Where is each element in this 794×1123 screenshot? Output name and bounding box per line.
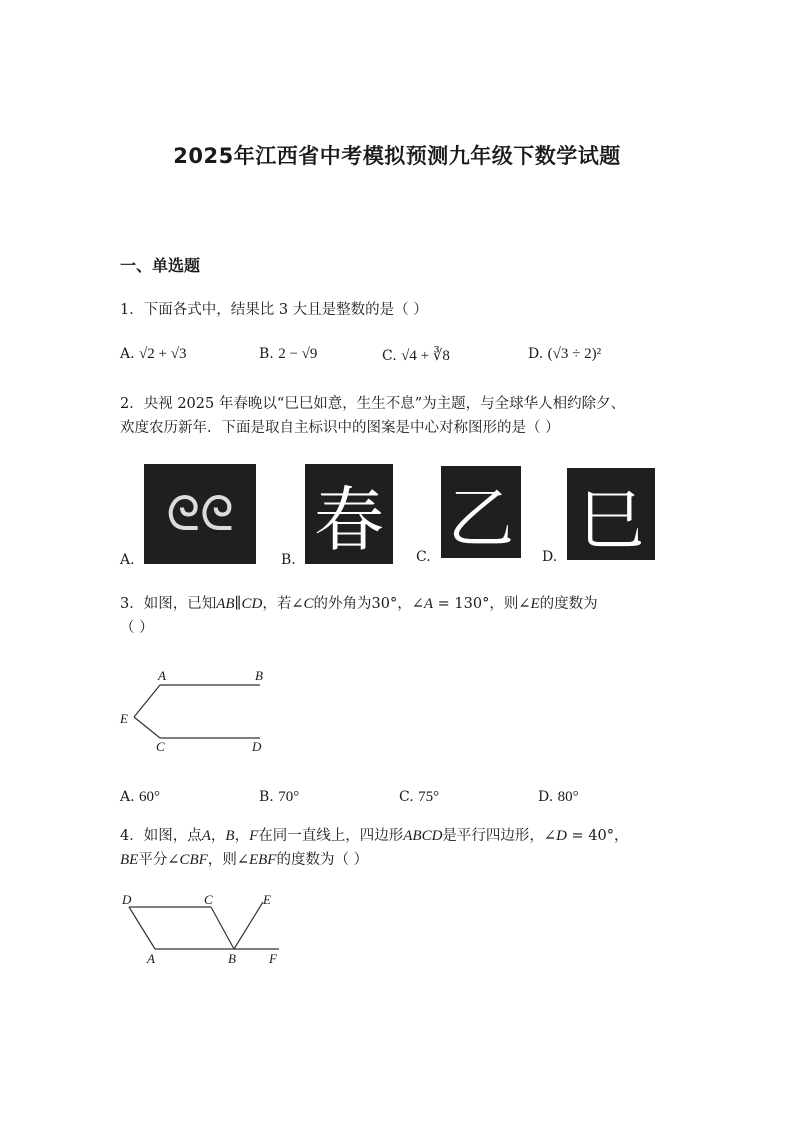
option-expression: √2 + √3 <box>139 346 187 362</box>
question-2-line-1: 2．央视 2025 年春晚以“巳巳如意，生生不息”为主题，与全球华人相约除夕、 <box>120 396 626 412</box>
q4-text: 是平行四边形，∠ <box>442 828 557 844</box>
q4-math: F <box>249 828 259 844</box>
q4-text: ， <box>234 828 250 844</box>
label-e: E <box>120 711 128 726</box>
q3-math: AB∥CD <box>216 596 263 612</box>
q2-option-a-image[interactable] <box>144 464 256 564</box>
question-4-line-1 <box>120 824 629 848</box>
q3-text: 的度数为 <box>539 596 598 612</box>
option-letter: D. <box>528 346 544 362</box>
question-3-stem <box>120 592 598 616</box>
spiral-pattern-icon: ᘓᘓ <box>166 485 234 542</box>
q4-text: ，则∠ <box>207 852 249 868</box>
segment-cb <box>211 907 234 949</box>
option-value: 75° <box>418 789 440 805</box>
q3-math: C <box>303 596 314 612</box>
option-value: 60° <box>139 789 161 805</box>
q3-math: E <box>530 596 540 612</box>
label-d: D <box>252 739 262 754</box>
q3-text: ，若∠ <box>262 596 304 612</box>
q4-figure <box>112 888 292 970</box>
segment-ec <box>134 717 160 738</box>
q3-text: 3．如图，已知 <box>120 596 217 612</box>
ray-be <box>234 902 263 949</box>
segment-da <box>129 907 155 949</box>
q4-math: A <box>201 828 211 844</box>
chun-glyph: 春 <box>314 478 384 561</box>
q2-option-b-letter[interactable]: B. <box>281 552 296 568</box>
page-title: 2025年江西省中考模拟预测九年级下数学试题 <box>173 144 621 168</box>
label-d: D <box>122 892 132 907</box>
q4-math: ABCD <box>403 828 443 844</box>
q1-option-a[interactable] <box>120 346 186 363</box>
q2-option-a-letter[interactable]: A. <box>120 552 135 568</box>
option-value: 80° <box>557 789 579 805</box>
q4-math: D <box>556 828 567 844</box>
q4-text: 平分∠ <box>138 852 180 868</box>
label-c: C <box>204 892 213 907</box>
q3-option-d[interactable] <box>538 789 579 806</box>
option-expression: (√3 ÷ 2)² <box>547 346 602 362</box>
q4-text: 4．如图，点 <box>120 828 202 844</box>
q2-option-d-image[interactable] <box>567 468 655 560</box>
q1-option-b[interactable] <box>259 346 317 363</box>
option-letter: A. <box>120 346 135 362</box>
q2-option-d-letter[interactable]: D. <box>542 549 558 565</box>
q3-math: A <box>423 596 434 612</box>
q2-option-c-image[interactable] <box>441 466 521 558</box>
q1-option-d[interactable] <box>528 346 601 363</box>
option-expression: √4 + ∛8 <box>401 348 450 364</box>
question-3-paren: （ ） <box>120 620 154 636</box>
label-b: B <box>228 951 236 966</box>
question-4-line-2 <box>120 848 368 872</box>
section-heading: 一、单选题 <box>120 256 201 275</box>
option-value: 70° <box>278 789 300 805</box>
q4-math: BE <box>120 852 139 868</box>
q3-option-b[interactable] <box>259 789 299 806</box>
label-a: A <box>158 668 166 683</box>
q2-option-b-image[interactable] <box>305 464 393 564</box>
q4-text: 的度数为（ ） <box>276 852 369 868</box>
option-letter: A. <box>120 789 135 805</box>
q2-option-c-letter[interactable]: C. <box>416 549 431 565</box>
q3-figure <box>110 665 280 755</box>
question-2-line-2: 欢度农历新年．下面是取自主标识中的图案是中心对称图形的是（ ） <box>120 420 560 436</box>
label-a: A <box>147 951 155 966</box>
q1-option-c[interactable] <box>382 346 450 365</box>
q4-text: = 40°， <box>566 828 629 844</box>
label-f: F <box>269 951 277 966</box>
option-expression: 2 − √9 <box>278 346 318 362</box>
option-letter: D. <box>538 789 554 805</box>
q3-option-c[interactable] <box>399 789 439 806</box>
option-letter: C. <box>382 348 397 364</box>
q4-text: 在同一直线上，四边形 <box>258 828 404 844</box>
label-e: E <box>263 892 271 907</box>
option-letter: B. <box>259 789 274 805</box>
label-b: B <box>255 668 263 683</box>
q3-option-a[interactable] <box>120 789 160 806</box>
q3-text: 的外角为30°，∠ <box>313 596 424 612</box>
q3-text: = 130°，则∠ <box>433 596 531 612</box>
si-glyph: 巳 <box>578 481 644 559</box>
segment-ae <box>134 685 160 717</box>
q4-text: ， <box>210 828 226 844</box>
option-letter: B. <box>259 346 274 362</box>
q4-math: CBF <box>179 852 208 868</box>
question-1-stem: 1．下面各式中，结果比 3 大且是整数的是（ ） <box>120 302 428 318</box>
q4-math: EBF <box>248 852 277 868</box>
yi-glyph: 乙 <box>448 479 514 557</box>
option-letter: C. <box>399 789 414 805</box>
label-c: C <box>156 739 165 754</box>
q4-math: B <box>225 828 235 844</box>
